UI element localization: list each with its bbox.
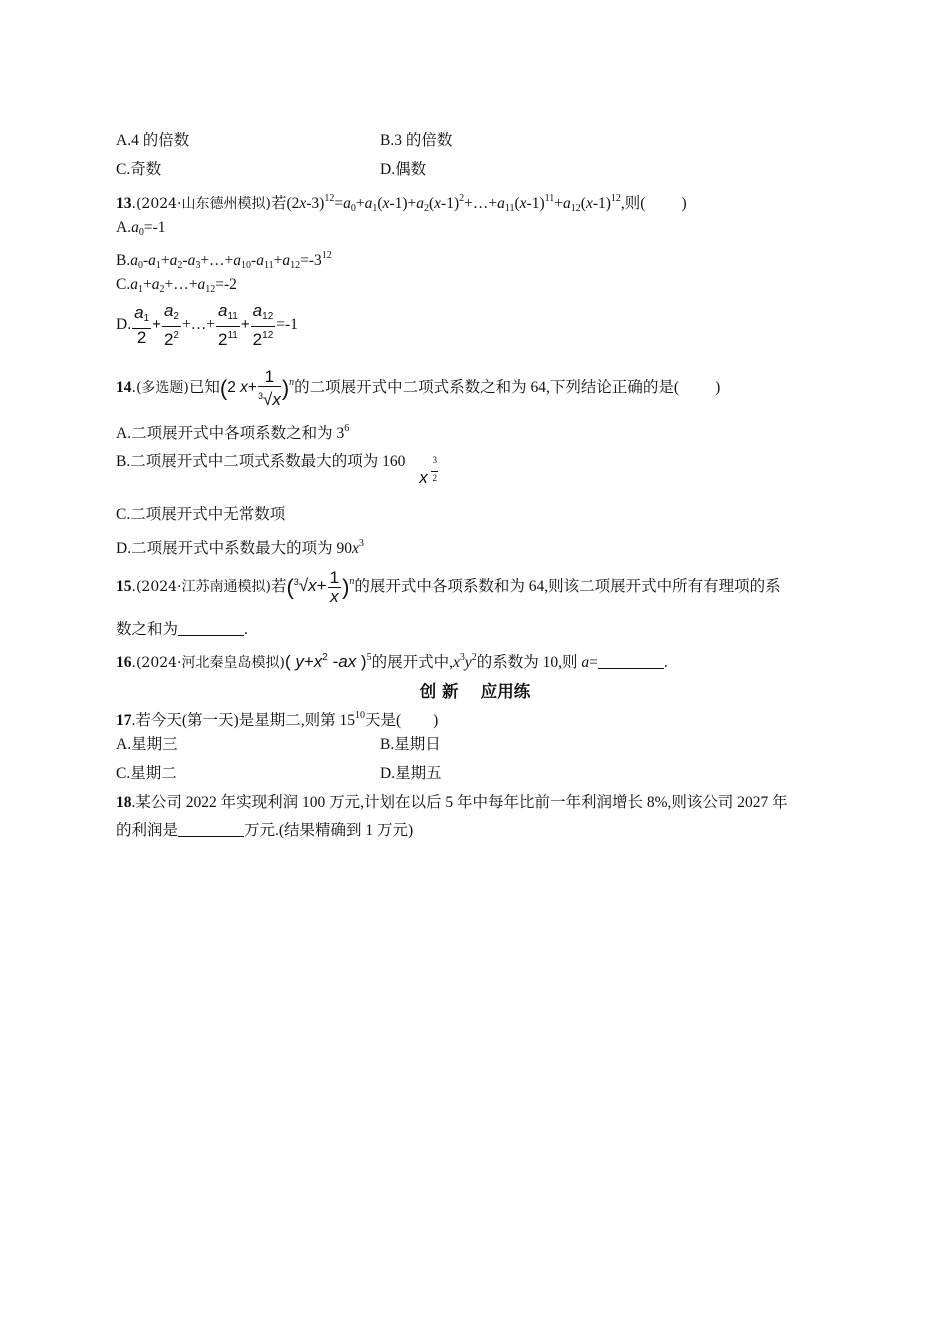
- q17-option-b: B.星期日: [380, 736, 441, 753]
- q13-number: 13: [116, 195, 132, 212]
- q16-number: 16: [116, 654, 132, 671]
- q12-option-a: A.4 的倍数: [116, 132, 190, 149]
- q13-option-b: $B.a_0-a_1+a_2-a_3+\dots+a_{10}-a_{11}+a_{12}=-3^{12}$: [116, 250, 332, 271]
- q14-number: 14: [116, 379, 132, 396]
- q17-option-d: D.星期五: [380, 765, 442, 782]
- q13-option-a: $A.a_0=-1$: [116, 219, 166, 238]
- q18-answer-blank[interactable]: [178, 822, 244, 837]
- q16-answer-blank[interactable]: [598, 654, 664, 669]
- q15-answer-blank[interactable]: [178, 621, 244, 636]
- q17-number: 17: [116, 712, 132, 729]
- q17-option-row-1: [116, 735, 441, 755]
- q15-number: 15: [116, 578, 132, 595]
- q17-option-a: A.星期三: [116, 736, 178, 753]
- q18-line2: 的利润是 万元.(结果精确到 1 万元): [116, 822, 414, 839]
- q16-stem: 16.(2024·河北秦皇岛模拟)( $y+x^2$ -ax )$^5$的展开式中$,x^3y^2$的系数为 10,则 a= .: [116, 652, 668, 671]
- q13-option-c: $C.a_1+a_2+\dots+a_{12}=-2$: [116, 276, 237, 295]
- q15-line2: 数之和为 .: [116, 621, 248, 638]
- q14-option-d: D.二项展开式中系数最大的项为 $90x^3$: [116, 538, 364, 557]
- q12-option-c: C.奇数: [116, 161, 162, 178]
- section-title: 创 新 应用练: [419, 682, 531, 701]
- q18-number: 18: [116, 794, 132, 811]
- q15-stem: 15.(2024·江苏南通模拟)若($^3$√x+ $\frac{1}{x}$ )$^n$的展开式中各项系数和为 64,则该二项展开式中所有有理项的系: [116, 567, 781, 606]
- q14-option-b: B.二项展开式中二项式系数最大的项为 160 x 3 2: [116, 453, 437, 487]
- q12-option-b: B.3 的倍数: [380, 132, 453, 149]
- q18-stem: 18.某公司 2022 年实现利润 100 万元,计划在以后 5 年中每年比前一年利润增长 8%,则该公司 2027 年: [116, 794, 788, 811]
- q13-option-d: D. $\frac{a_1}{2}$ + $\frac{a_2}{2^2}$ +…+ $\frac{a_{11}}{2^{11}}$ + $\frac{a_{12}}{2^{12}}$ =-1: [116, 301, 298, 349]
- q12-option-d: D.偶数: [380, 161, 427, 178]
- q12-option-row-1: [116, 131, 453, 151]
- q17-stem: 17.若今天(第一天)是星期二,则第 $15^{10}$天是( ): [116, 710, 439, 729]
- q14-tag: .(多选题): [131, 380, 189, 396]
- q16-source: .(2024·河北秦皇岛模拟): [131, 655, 285, 671]
- q17-option-c: C.星期二: [116, 765, 177, 782]
- q14-option-a: A.二项展开式中各项系数之和为 $3^6$: [116, 423, 350, 442]
- q13-source: .(2024·山东德州模拟): [131, 196, 271, 212]
- q13-stem: 13.(2024·山东德州模拟)若$(2x-3)^{12}=a_0+a_1(x-1)+a_2(x-1)^2+\dots+a_{11}(x-1)^{11}+a_{12}(x-1)^{12}$,则( ): [116, 193, 687, 214]
- q15-source: .(2024·江苏南通模拟): [131, 579, 271, 595]
- q14-stem: 14.(多选题)已知(2 x+ $\frac{1}{^3√x}$ )$^n$的二项展开式中二项式系数之和为 64,下列结论正确的是( ): [116, 366, 721, 409]
- q14-option-c: C.二项展开式中无常数项: [116, 506, 286, 523]
- q12-option-row-2: [116, 160, 427, 180]
- q17-option-row-2: [116, 764, 442, 784]
